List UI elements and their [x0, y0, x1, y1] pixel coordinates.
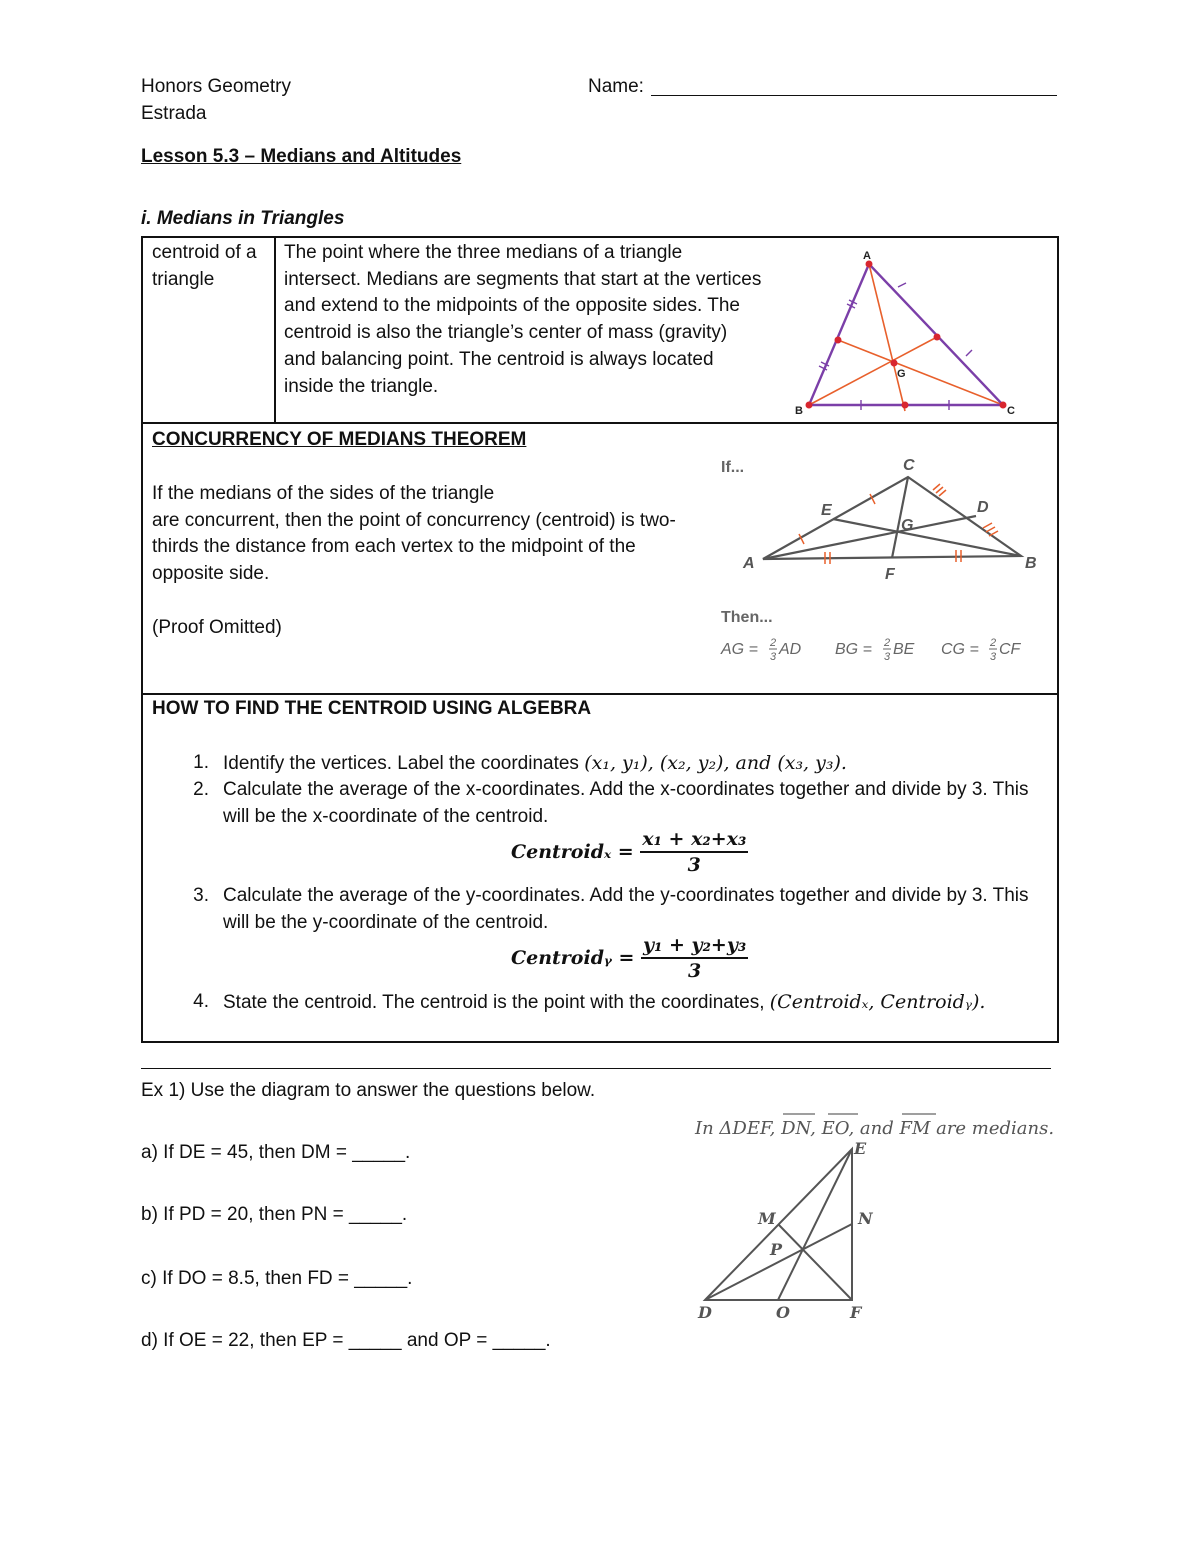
theorem-line: are concurrent, then the point of concurrency (centroid) is two-	[152, 509, 676, 531]
definition-line: and extend to the midpoints of the opposite sides. The	[284, 295, 740, 317]
centroid-x-formula	[511, 828, 748, 876]
label-m: M	[758, 1209, 776, 1228]
if-label: If...	[721, 459, 745, 476]
formula-denominator: 3	[687, 854, 701, 876]
triangle-def	[705, 1149, 852, 1300]
label-c: C	[903, 457, 915, 474]
eq-cg-rhs: CF	[999, 641, 1021, 658]
theorem-line: opposite side.	[152, 563, 270, 585]
eq-ag-lhs: AG =	[721, 641, 758, 658]
row-divider	[143, 693, 1057, 695]
algebra-title: HOW TO FIND THE CENTROID USING ALGEBRA	[152, 698, 592, 719]
label-f: F	[850, 1303, 862, 1322]
eq-bg-lhs: BG =	[835, 641, 872, 658]
step-number: 4.	[193, 991, 209, 1012]
theorem-line: thirds the distance from each vertex to the midpoint of the	[152, 536, 636, 558]
label-o: O	[776, 1303, 790, 1322]
step-text: Calculate the average of the y-coordinates. Add the y-coordinates together and divide by 3. This	[223, 885, 1029, 906]
eq-cg-lhs: CG =	[941, 641, 979, 658]
step-text: Identify the vertices. Label the coordinates	[223, 753, 579, 774]
section-divider	[141, 1068, 1051, 1069]
row-divider	[143, 422, 1057, 424]
definition-line: intersect. Medians are segments that start at the vertices	[284, 268, 762, 290]
labeled-points	[806, 261, 1007, 409]
centroid-g-label: G	[897, 368, 906, 380]
centroid-y-formula	[511, 934, 748, 982]
centroid-triangle-figure	[783, 244, 1023, 420]
label-b: B	[1025, 555, 1037, 572]
label-g: G	[901, 517, 914, 534]
example-triangle-figure	[690, 1108, 1065, 1328]
course-name: Honors Geometry	[141, 76, 291, 97]
vertex-c-label: C	[1007, 405, 1015, 417]
question-c[interactable]: c) If DO = 8.5, then FD = _____.	[141, 1268, 413, 1289]
question-b[interactable]: b) If PD = 20, then PN = _____.	[141, 1204, 408, 1225]
eq-ag-num: 2	[770, 637, 777, 649]
name-label: Name:	[588, 76, 644, 97]
eq-bg-num: 2	[884, 637, 891, 649]
definition-line: centroid is also the triangle’s center of mass (gravity)	[284, 322, 728, 344]
proof-note: (Proof Omitted)	[152, 617, 282, 638]
term-line: centroid of a	[152, 242, 257, 263]
step-number: 3.	[193, 885, 209, 906]
formula-lhs: Centroidᵧ =	[511, 947, 635, 969]
theorem-line: If the medians of the sides of the triangle	[152, 483, 495, 504]
formula-fraction	[641, 934, 748, 982]
step-number: 1.	[193, 752, 209, 773]
theorem-body	[152, 481, 676, 588]
label-e: E	[854, 1139, 867, 1158]
term-cell	[152, 240, 257, 293]
step-text: will be the x-coordinate of the centroid.	[223, 805, 549, 827]
coordinate-labels: (x₁, y₁), (x₂, y₂), and (x₃, y₃).	[584, 752, 847, 774]
term-line: triangle	[152, 268, 215, 290]
vertex-b-label: B	[795, 405, 803, 417]
theorem-title: CONCURRENCY OF MEDIANS THEOREM	[152, 429, 527, 450]
label-a: A	[743, 555, 755, 572]
eq-ag-rhs: AD	[779, 641, 802, 658]
eq-ag-den: 3	[770, 651, 777, 663]
eq-cg-num: 2	[990, 637, 997, 649]
centroid-coordinates: (Centroidₓ, Centroidᵧ).	[769, 991, 986, 1013]
triangle-sides	[809, 264, 1003, 405]
then-label: Then...	[721, 609, 773, 626]
ratio-equations	[720, 637, 1022, 663]
question-d[interactable]: d) If OE = 22, then EP = _____ and OP = _____.	[141, 1330, 551, 1351]
section-title: i. Medians in Triangles	[141, 208, 345, 229]
notes-table	[141, 236, 1059, 1043]
step-text: State the centroid. The centroid is the point with the coordinates,	[223, 992, 765, 1013]
label-d: D	[698, 1303, 712, 1322]
label-d: D	[977, 499, 989, 516]
example-intro: Ex 1) Use the diagram to answer the questions below.	[141, 1080, 596, 1101]
step-text: Calculate the average of the x-coordinates. Add the x-coordinates together and divide by 3. This	[223, 779, 1029, 800]
definition-line: and balancing point. The centroid is always located	[284, 348, 714, 370]
formula-numerator: y₁ + y₂+y₃	[641, 934, 748, 959]
vertex-a-label: A	[863, 250, 871, 262]
eq-cg-den: 3	[990, 651, 997, 663]
definition-line: inside the triangle.	[284, 375, 439, 397]
definition-line: The point where the three medians of a triangle	[284, 242, 683, 263]
name-blank-line[interactable]	[651, 95, 1057, 96]
question-a[interactable]: a) If DE = 45, then DM = _____.	[141, 1142, 411, 1163]
step-number: 2.	[193, 779, 209, 800]
formula-numerator: x₁ + x₂+x₃	[640, 828, 748, 853]
triangle-abc	[763, 477, 1021, 559]
formula-lhs: Centroidₓ =	[511, 841, 634, 863]
eq-bg-rhs: BE	[893, 641, 915, 658]
step-text: will be the y-coordinate of the centroid.	[223, 911, 549, 933]
definition-cell	[284, 240, 761, 400]
label-p: P	[770, 1240, 783, 1259]
lesson-title: Lesson 5.3 – Medians and Altitudes	[141, 146, 462, 167]
figure-caption: In ΔDEF, DN, EO, and FM are medians.	[695, 1118, 1055, 1139]
formula-denominator: 3	[688, 960, 702, 982]
column-divider	[274, 238, 276, 424]
label-e: E	[821, 502, 832, 519]
concurrency-figure	[715, 452, 1055, 692]
teacher-name: Estrada	[141, 103, 207, 124]
eq-bg-den: 3	[884, 651, 891, 663]
formula-fraction	[640, 828, 748, 876]
label-f: F	[885, 566, 895, 583]
label-n: N	[858, 1209, 873, 1228]
